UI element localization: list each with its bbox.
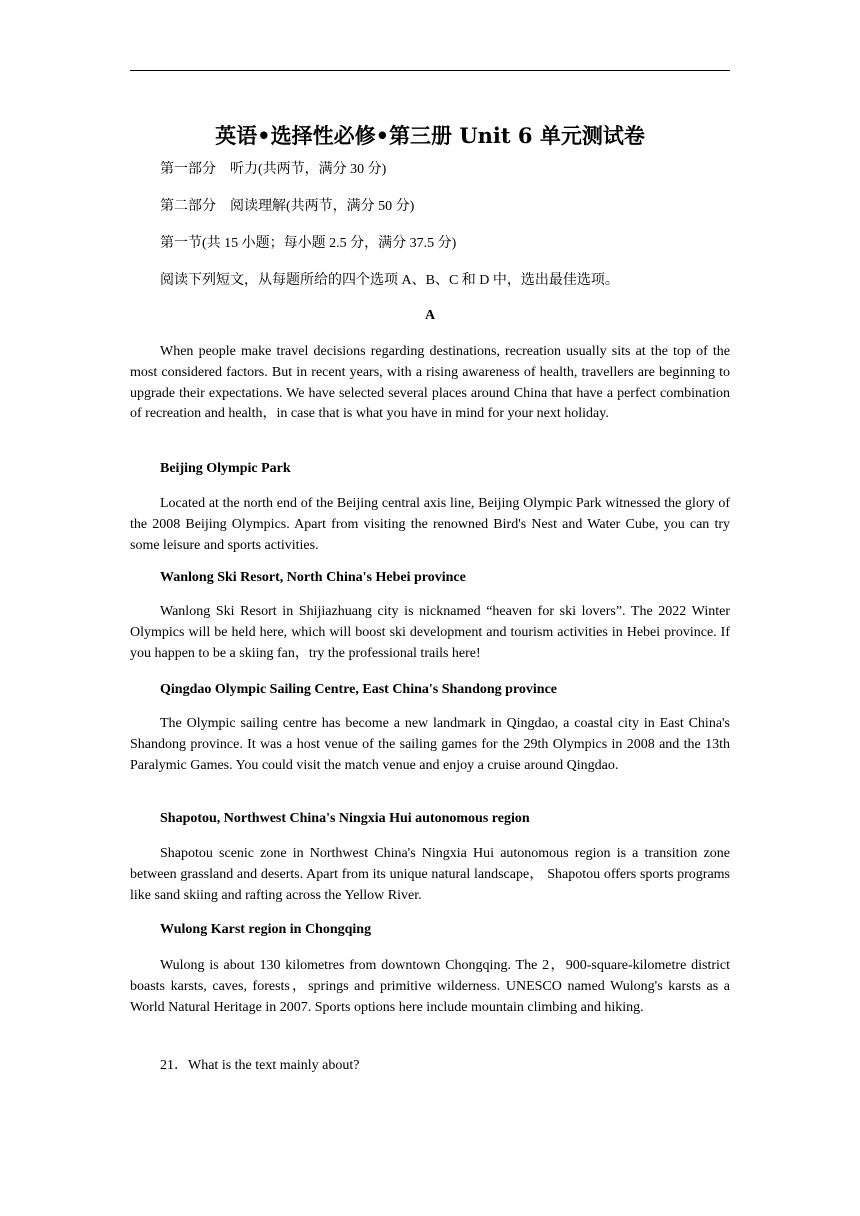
place-paragraph: The Olympic sailing centre has become a new landmark in Qingdao, a coastal city in East China's Shandong province. It was a host venue of the sailing games for the 29th Olympics in 2008 and the 13th Paralymic Games. You could visit the match venue and enjoy a cruise around Qingdao.: [130, 716, 730, 773]
header-rule: [130, 70, 730, 71]
place-paragraph: Wanlong Ski Resort in Shijiazhuang city is nicknamed “heaven for ski lovers”. The 2022 Winter Olympics will be held here, which will boost ski development and tourism activities in Hebei province. If you happen to be a skiing fan，try the professional trails here!: [130, 604, 730, 661]
place-heading: Wanlong Ski Resort, North China's Hebei province: [160, 570, 466, 585]
place-heading: Beijing Olympic Park: [160, 461, 291, 476]
place-paragraph: Shapotou scenic zone in Northwest China's Ningxia Hui autonomous region is a transition zone between grassland and deserts. Apart from its unique natural landscape， Shapotou offers sports programs like sand skiing and rafting across the Yellow River.: [130, 846, 730, 903]
passage-letter: A: [424, 308, 436, 323]
part-one-heading: 第一部分 听力(共两节，满分 30 分): [160, 162, 387, 177]
instructions: 阅读下列短文，从每题所给的四个选项 A、B、C 和 D 中，选出最佳选项。: [160, 273, 619, 288]
intro-paragraph: When people make travel decisions regarding destinations, recreation usually sits at the top of the most considered factors. But in recent years, with a rising awareness of health, travellers are beginning to upgrade their expectations. We have selected several places around China that have a perfect combination of recreation and health，in case that is what you have in mind for your next holiday.: [130, 344, 730, 422]
place-heading: Qingdao Olympic Sailing Centre, East China's Shandong province: [160, 682, 558, 697]
place-heading: Wulong Karst region in Chongqing: [160, 922, 372, 937]
page-title: 英语•选择性必修•第三册 Unit 6 单元测试卷: [215, 123, 645, 148]
place-paragraph: Wulong is about 130 kilometres from downtown Chongqing. The 2，900-square-kilometre district boasts karsts, caves, forests，springs and primitive wilderness. UNESCO named Wulong's karsts as a World Natural Heritage in 2007. Sports options here include mountain climbing and hiking.: [130, 958, 730, 1015]
part-two-heading: 第二部分 阅读理解(共两节，满分 50 分): [160, 199, 415, 214]
section-one-heading: 第一节(共 15 小题；每小题 2.5 分，满分 37.5 分): [160, 236, 457, 251]
place-heading: Shapotou, Northwest China's Ningxia Hui autonomous region: [160, 811, 530, 826]
place-paragraph: Located at the north end of the Beijing central axis line, Beijing Olympic Park witnessed the glory of the 2008 Beijing Olympics. Apart from visiting the renowned Bird's Nest and Water Cube, you can try some leisure and sports activities.: [130, 496, 730, 553]
question-21: 21．What is the text mainly about?: [160, 1058, 360, 1073]
